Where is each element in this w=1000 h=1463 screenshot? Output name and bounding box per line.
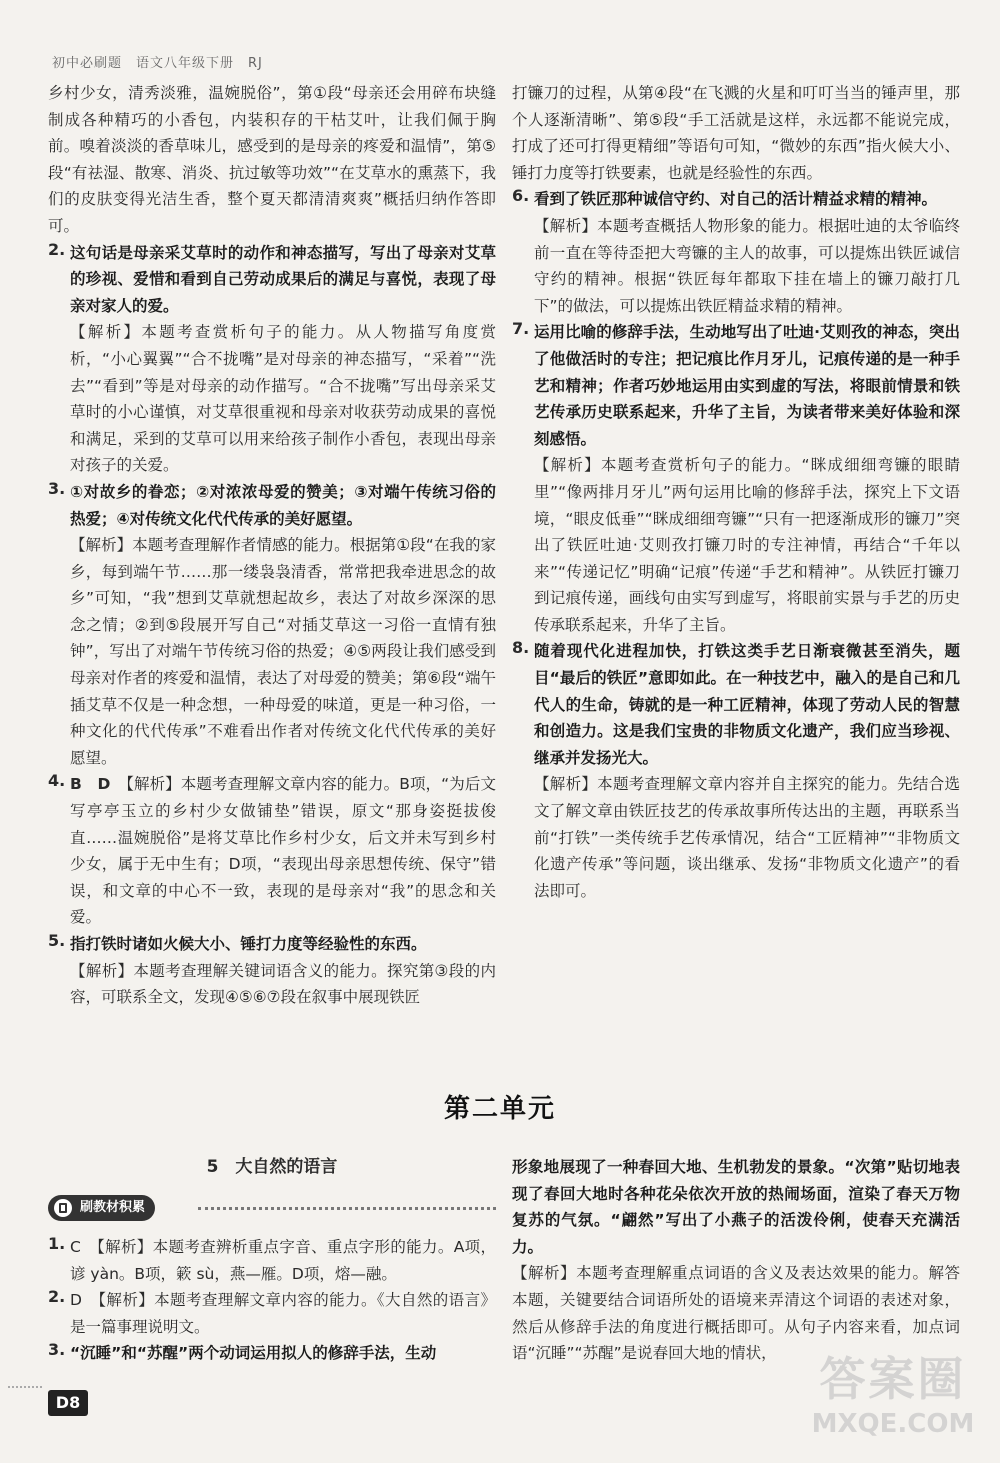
explanation-text: 【解析】本题考查概括人物形象的能力。根据吐迪的太爷临终前一直在等待歪把大弯镰的主人的故事，可以提炼出铁匠诚信守约的精神。根据“铁匠每年都取下挂在墙上的镰刀敲打几下”的做法，可以提炼出铁匠精益求精的精神。	[534, 216, 960, 315]
watermark-logo-text: 答案圈	[819, 1352, 967, 1406]
lesson-title: 5 大自然的语言	[206, 1157, 338, 1177]
lesson-item-1	[48, 1234, 496, 1287]
left-column	[48, 80, 496, 1011]
answer-text: B D	[70, 775, 111, 794]
answer-text: 随着现代化进程加快，打铁这类手艺日渐衰微甚至消失，题目“最后的铁匠”意即如此。在一种技艺中，融入的是自己和几代人的生命，铸就的是一种工匠精神，体现了劳动人民的智慧和创造力。这是我们宝贵的非物质文化遗产，我们应当珍视、继承并发扬光大。	[534, 642, 960, 767]
answer-text: 看到了铁匠那种诚信守约、对自己的活计精益求精的精神。	[534, 190, 938, 209]
watermark-url: MXQE.COM	[811, 1409, 975, 1439]
watermark	[798, 1350, 988, 1455]
answer-item-8	[512, 638, 960, 904]
footer-dots	[8, 1386, 42, 1388]
item-number: 2.	[48, 1287, 66, 1307]
item-text: D 【解析】本题考查理解文章内容的能力。《大自然的语言》是一篇事理说明文。	[70, 1291, 496, 1336]
explanation-text: 【解析】本题考查理解重点词语的含义及表达效果的能力。解答本题，关键要结合词语所处的语境来弄清这个词语的表述对象，然后从修辞手法的角度进行概括即可。从句子内容来看，加点词语“沉睡”“苏醒”是说春回大地的情状，	[512, 1264, 960, 1363]
badge-label: 刷教材积累	[80, 1200, 146, 1215]
answer-item-5	[48, 931, 496, 1011]
book-icon	[54, 1199, 72, 1217]
item-number: 8.	[512, 638, 530, 658]
answer-item-7	[512, 319, 960, 638]
lesson-item-2	[48, 1287, 496, 1340]
item-text: C 【解析】本题考查辨析重点字音、重点字形的能力。A项，谚 yàn。B项，簌 sù，燕—雁。D项，熔—融。	[70, 1238, 496, 1283]
answer-item-2	[48, 240, 496, 479]
item-number: 7.	[512, 319, 530, 339]
explanation-text: 【解析】本题考查赏析句子的能力。从人物描写角度赏析，“小心翼翼”“合不拢嘴”是对母亲的神态描写，“采着”“洗去”“看到”等是对母亲的动作描写。“合不拢嘴”写出母亲采艾草时的小心谨慎，对艾草很重视和母亲对收获劳动成果的喜悦和满足，采到的艾草可以用来给孩子制作小香包，表现出母亲对孩子的关爱。	[70, 323, 496, 475]
item-number: 3.	[48, 1340, 66, 1360]
answer-text: 形象地展现了一种春回大地、生机勃发的景象。“次第”贴切地表现了春回大地时各种花朵依次开放的热闹场面，渲染了春天万物复苏的气氛。“翩然”写出了小燕子的活泼伶俐，使春天充满活力。	[512, 1158, 960, 1256]
running-header: 初中必刷题 语文八年级下册 RJ	[52, 56, 263, 71]
answer-text: ①对故乡的眷恋；②对浓浓母爱的赞美；③对端午传统习俗的热爱；④对传统文化代代传承的美好愿望。	[70, 482, 496, 528]
continued-explanation: 打镰刀的过程，从第④段“在飞溅的火星和叮叮当当的锤声里，那个人逐渐清晰”、第⑤段“手工活就是这样，永远都不能说完成，打成了还可打得更精细”等语句可知，“微妙的东西”指火候大小、锤打力度等打铁要素，也就是经验性的东西。	[512, 84, 960, 182]
item-number: 2.	[48, 239, 66, 259]
answer-item-3	[48, 479, 496, 772]
lesson-right-column	[512, 1154, 960, 1367]
item-number: 5.	[48, 931, 66, 950]
lesson-item-3	[48, 1340, 496, 1367]
dotted-divider	[198, 1207, 496, 1210]
answer-item-6	[512, 186, 960, 319]
explanation-text: 【解析】本题考查理解文章内容的能力。B项，“为后文写亭亭玉立的乡村少女做铺垫”错误，原文“那身姿挺拔俊直……温婉脱俗”是将艾草比作乡村少女，后文并未写到乡村少女，属于无中生有；D项，“表现出母亲思想传统、保守”错误，和文章的中心不一致，表现的是母亲对“我”的思念和关爱。	[70, 775, 496, 927]
explanation-text: 【解析】本题考查理解关键词语含义的能力。探究第③段的内容，可联系全文，发现④⑤⑥⑦段在叙事中展现铁匠	[70, 961, 496, 1007]
lesson-left-column	[48, 1234, 496, 1367]
item-number: 1.	[48, 1234, 66, 1253]
page-number: D8	[48, 1390, 88, 1416]
answer-text: “沉睡”和“苏醒”两个动词运用拟人的修辞手法，生动	[70, 1344, 437, 1363]
answer-text: 指打铁时诸如火候大小、锤打力度等经验性的东西。	[70, 935, 427, 953]
right-column	[512, 80, 960, 904]
unit-title: 第二单元	[443, 1094, 556, 1124]
explanation-text: 【解析】本题考查理解作者情感的能力。根据第①段“在我的家乡，每到端午节……那一缕袅袅清香，常常把我牵进思念的故乡”可知，“我”想到艾草就想起故乡，表达了对故乡深深的思念之情；②到⑤段展开写自己“对插艾草这一习俗一直情有独钟”，写出了对端午节传统习俗的热爱；④⑤两段让我们感受到母亲对作者的疼爱和温情，表达了对母爱的赞美；第⑥段“端午插艾草不仅是一种念想，一种母爱的味道，更是一种习俗，一种文化的代代传承”不难看出作者对传统文化代代传承的美好愿望。	[70, 536, 496, 767]
answer-item-4	[48, 771, 496, 931]
section-badge	[48, 1195, 155, 1221]
item-number: 6.	[512, 186, 530, 206]
continued-explanation: 乡村少女，清秀淡雅，温婉脱俗”，第①段“母亲还会用碎布块缝制成各种精巧的小香包，内装积存的干枯艾叶，让我们佩于胸前。嗅着淡淡的香草味儿，感受到的是母亲的疼爱和温情”，第⑤段“有祛湿、散寒、消炎、抗过敏等功效”“在艾草水的熏蒸下，我们的皮肤变得光洁生香，整个夏天都清清爽爽”概括归纳作答即可。	[48, 84, 496, 235]
item-number: 3.	[48, 478, 66, 498]
explanation-text: 【解析】本题考查赏析句子的能力。“眯成细细弯镰的眼睛里”“像两排月牙儿”两句运用比喻的修辞手法，探究上下文语境，“眼皮低垂”“眯成细细弯镰”“只有一把逐渐成形的镰刀”突出了铁匠吐迪·艾则孜打镰刀时的专注神情，再结合“千年以来”“传递记忆”明确“记痕”传递“手艺和精神”。从铁匠打镰刀到记痕传递，画线句由实写到虚写，将眼前实景与手艺的历史传承联系起来，升华了主旨。	[534, 456, 960, 634]
answer-text: 这句话是母亲采艾草时的动作和神态描写，写出了母亲对艾草的珍视、爱惜和看到自己劳动成果后的满足与喜悦，表现了母亲对家人的爱。	[70, 243, 496, 315]
answer-text: 运用比喻的修辞手法，生动地写出了吐迪·艾则孜的神态，突出了他做活时的专注；把记痕比作月牙儿，记痕传递的是一种手艺和精神；作者巧妙地运用由实到虚的写法，将眼前情景和铁艺传承历史联系起来，升华了主旨，为读者带来美好体验和深刻感悟。	[534, 323, 960, 448]
item-number: 4.	[48, 771, 66, 791]
explanation-text: 【解析】本题考查理解文章内容并自主探究的能力。先结合选文了解文章由铁匠技艺的传承故事所传达出的主题，再联系当前“打铁”一类传统手艺传承情况，结合“工匠精神”“非物质文化遗产传承”等问题，谈出继承、发扬“非物质文化遗产”的看法即可。	[534, 775, 960, 900]
section-badge-row	[48, 1195, 496, 1223]
